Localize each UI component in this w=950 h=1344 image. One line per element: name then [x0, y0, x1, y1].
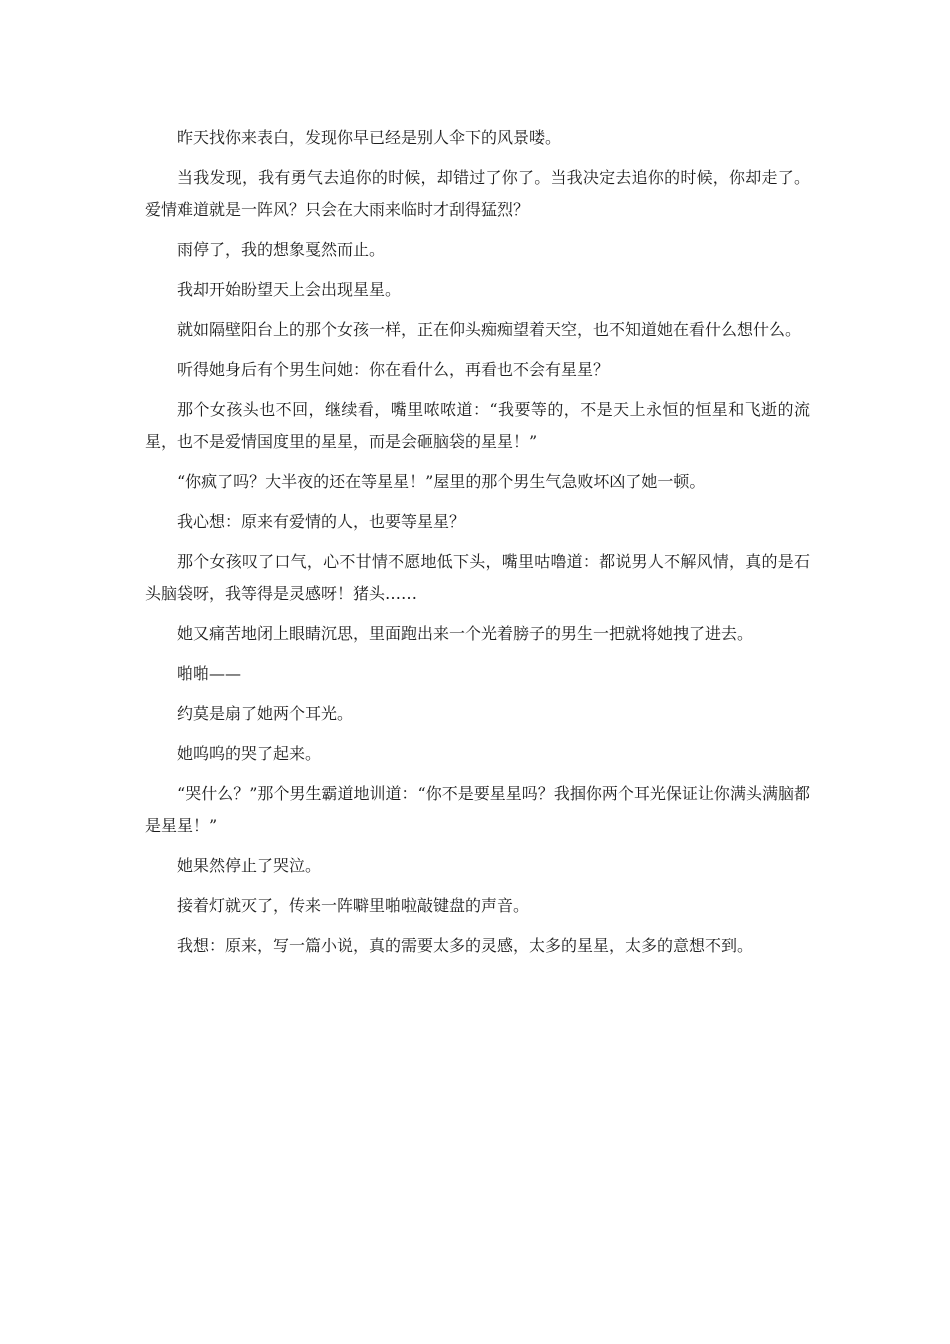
paragraph: 约莫是扇了她两个耳光。 [177, 704, 354, 723]
paragraph: 她果然停止了哭泣。 [177, 856, 322, 875]
paragraph: 当我发现，我有勇气去追你的时候，却错过了你了。当我决定去追你的时候，你却走了。爱情难道就是一阵风？只会在大雨来临时才刮得猛烈？ [145, 168, 810, 219]
paragraph: 她呜呜的哭了起来。 [177, 744, 322, 763]
paragraph: 我心想：原来有爱情的人，也要等星星？ [177, 512, 466, 531]
paragraph: 她又痛苦地闭上眼睛沉思，里面跑出来一个光着膀子的男生一把就将她拽了进去。 [177, 624, 754, 643]
paragraph: 雨停了，我的想象戛然而止。 [177, 240, 386, 259]
paragraph: 啪啪—— [177, 664, 242, 683]
document-body [145, 122, 810, 970]
paragraph: 接着灯就灭了，传来一阵噼里啪啦敲键盘的声音。 [177, 896, 530, 915]
paragraph: 昨天找你来表白，发现你早已经是别人伞下的风景喽。 [177, 128, 562, 147]
paragraph: 就如隔壁阳台上的那个女孩一样，正在仰头痴痴望着天空，也不知道她在看什么想什么。 [177, 320, 802, 339]
paragraph: 我想：原来，写一篇小说，真的需要太多的灵感，太多的星星，太多的意想不到。 [177, 936, 754, 955]
paragraph: “哭什么？”那个男生霸道地训道：“你不是要星星吗？我掴你两个耳光保证让你满头满脑都是星星！” [145, 784, 810, 835]
paragraph: “你疯了吗？大半夜的还在等星星！”屋里的那个男生气急败坏凶了她一顿。 [177, 472, 706, 491]
paragraph: 那个女孩头也不回，继续看，嘴里哝哝道：“我要等的，不是天上永恒的恒星和飞逝的流星，也不是爱情国度里的星星，而是会砸脑袋的星星！” [145, 400, 810, 451]
paragraph: 我却开始盼望天上会出现星星。 [177, 280, 402, 299]
paragraph: 听得她身后有个男生问她：你在看什么，再看也不会有星星？ [177, 360, 610, 379]
paragraph: 那个女孩叹了口气，心不甘情不愿地低下头，嘴里咕噜道：都说男人不解风情，真的是石头脑袋呀，我等得是灵感呀！猪头…… [145, 552, 810, 603]
